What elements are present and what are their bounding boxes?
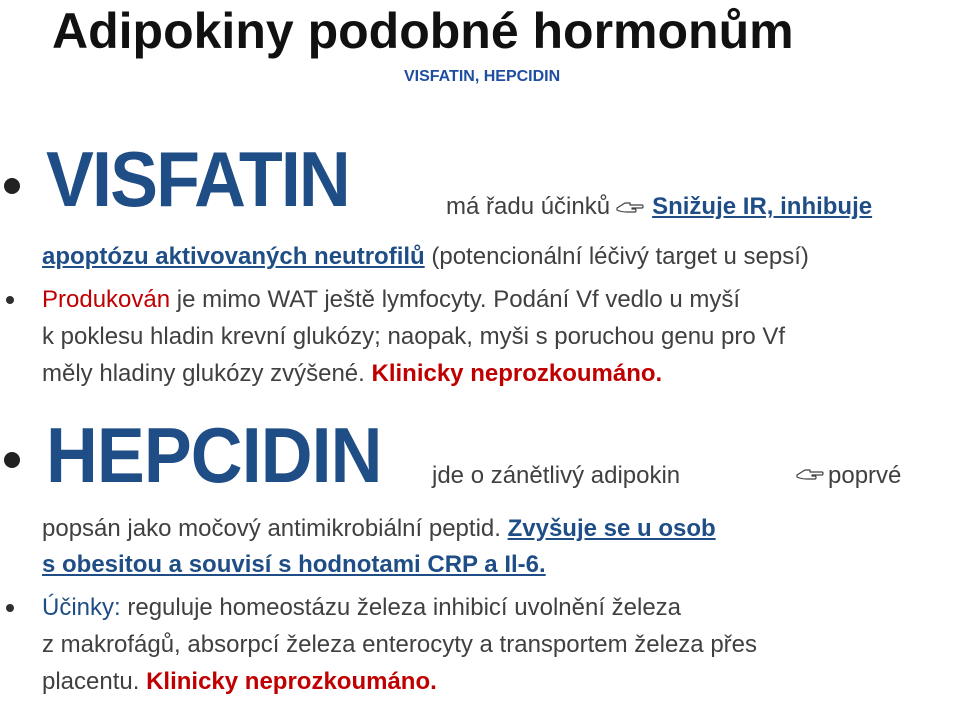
visfatin-clinical-note: Klinicky neprozkoumáno.: [371, 360, 663, 387]
hepcidin-line-2-bold: Zvyšuje se u osob: [507, 515, 716, 542]
hepcidin-bullet-line-3: [42, 665, 437, 699]
visfatin-effect-2: apoptózu aktivovaných neutrofilů: [42, 243, 425, 270]
hepcidin-intro: jde o zánětlivý adipokin: [432, 462, 681, 489]
visfatin-heading: VISFATIN: [46, 135, 349, 223]
hepcidin-effects-label: Účinky:: [42, 594, 121, 621]
visfatin-effect-line: [42, 240, 809, 274]
slide-subtitle: VISFATIN, HEPCIDIN: [404, 68, 561, 85]
hepcidin-clinical-note: Klinicky neprozkoumáno.: [146, 668, 437, 695]
hepcidin-bullet-line-2: z makrofágů, absorpcí železa enterocyty a transportem železa přes: [42, 631, 758, 658]
slide-title: Adipokiny podobné hormonům: [52, 3, 794, 59]
visfatin-produced-label: Produkován: [42, 286, 171, 313]
bullet-icon: [4, 452, 20, 468]
hepcidin-bullet-text-1: reguluje homeostázu železa inhibicí uvolnění železa: [120, 594, 682, 621]
bullet-icon: [6, 604, 14, 612]
visfatin-intro: má řadu účinků: [446, 193, 611, 220]
hepcidin-bullet-text-3: placentu.: [42, 668, 147, 695]
hepcidin-line-3-bold: s obesitou a souvisí s hodnotami CRP a Il-6: [42, 551, 539, 578]
hepcidin-bullet-line-1: [42, 591, 681, 625]
visfatin-bullet-line-3: [42, 357, 662, 391]
pointing-hand-icon: [796, 466, 824, 484]
hepcidin-intro-line: [432, 459, 680, 493]
visfatin-bullet-text-3: měly hladiny glukózy zvýšené.: [42, 360, 372, 387]
hepcidin-line-2-plain: popsán jako močový antimikrobiální peptid.: [42, 515, 508, 542]
hepcidin-line-2: [42, 512, 716, 546]
pointing-hand-icon: [616, 199, 644, 217]
visfatin-bullet-line-2: k poklesu hladin krevní glukózy; naopak, myši s poruchou genu pro Vf: [42, 323, 786, 350]
visfatin-bullet-line-1: [42, 283, 740, 317]
bullet-icon: [4, 178, 20, 194]
hepcidin-line-3: [42, 548, 546, 582]
hepcidin-intro-tail: poprvé: [828, 462, 902, 489]
visfatin-bullet-text-1: je mimo WAT ještě lymfocyty. Podání Vf vedlo u myší: [170, 286, 741, 313]
visfatin-effect-rest: (potencionální léčivý target u sepsí): [424, 243, 809, 270]
hepcidin-line-3-tail: .: [539, 551, 546, 578]
hepcidin-heading: HEPCIDIN: [46, 411, 382, 499]
visfatin-intro-line: [446, 190, 872, 224]
bullet-icon: [6, 296, 14, 304]
visfatin-effect-1: Snižuje IR, inhibuje: [652, 193, 873, 220]
